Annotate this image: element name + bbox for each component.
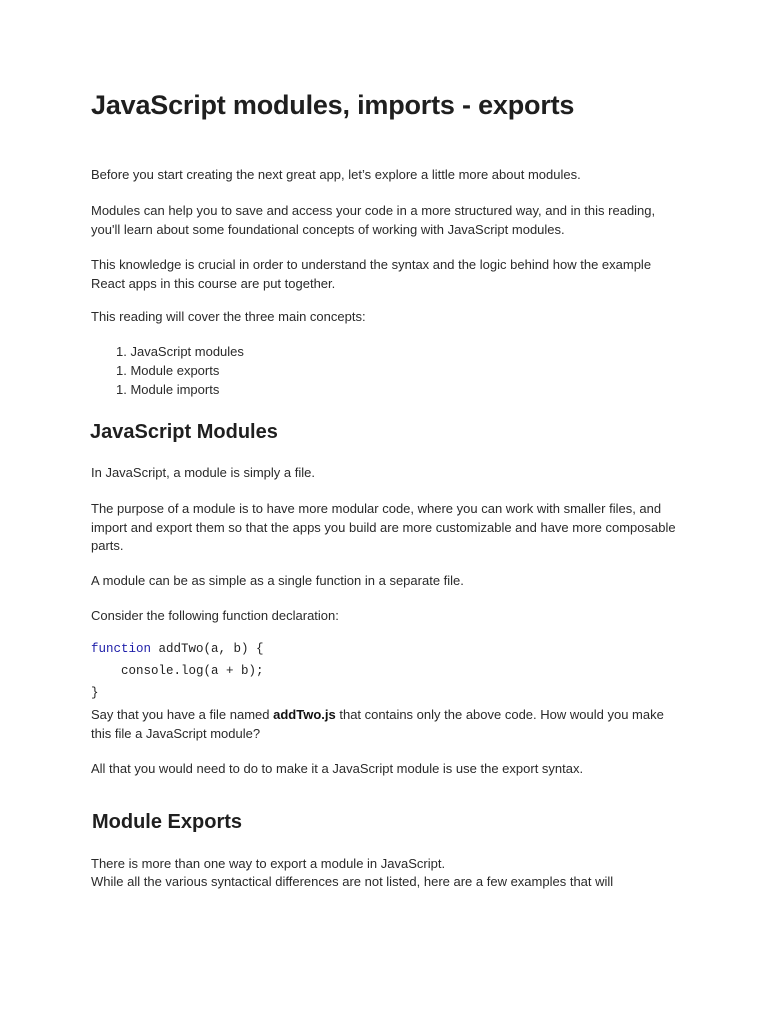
intro-paragraph-2: Modules can help you to save and access your code in a more structured way, and in this reading, you'll learn about some foundational concepts of working with JavaScript modules.: [91, 203, 656, 237]
paragraph-text: that contains only the above code. How would you make this file a JavaScript module?: [91, 707, 664, 741]
modules-paragraph-3: A module can be as simple as a single function in a separate file.: [91, 573, 464, 588]
code-line-2: console.log(a + b);: [91, 664, 264, 678]
modules-paragraph-2: The purpose of a module is to have more modular code, where you can work with smaller files, and import and export them so that the apps you build are more customizable and have more composable parts.: [91, 501, 676, 553]
exports-paragraph-2: While all the various syntactical differences are not listed, here are a few examples that will: [91, 874, 614, 889]
modules-paragraph-6: All that you would need to do to make it a JavaScript module is use the export syntax.: [91, 761, 584, 776]
list-item: [116, 343, 244, 361]
section-heading-exports: Module Exports: [92, 811, 243, 833]
code-text: addTwo(a, b) {: [151, 642, 264, 656]
exports-paragraph-1: There is more than one way to export a module in JavaScript.: [91, 856, 446, 871]
code-line-3: }: [91, 686, 99, 700]
intro-paragraph-3: This knowledge is crucial in order to understand the syntax and the logic behind how the example React apps in this course are put together.: [91, 257, 652, 291]
list-item-label: JavaScript modules: [130, 344, 244, 359]
list-item-label: Module exports: [130, 363, 220, 378]
list-item-label: Module imports: [130, 382, 220, 397]
section-heading-modules: JavaScript Modules: [90, 421, 278, 443]
modules-paragraph-5: [91, 706, 681, 743]
modules-paragraph-4: Consider the following function declaration:: [91, 608, 339, 623]
code-line-1: [91, 640, 264, 658]
intro-paragraph-1: Before you start creating the next great app, let’s explore a little more about modules.: [91, 167, 581, 182]
list-item-number: 1.: [116, 344, 127, 359]
modules-paragraph-1: In JavaScript, a module is simply a file.: [91, 465, 315, 480]
filename-bold: addTwo.js: [273, 707, 336, 722]
list-item: [116, 362, 219, 380]
code-keyword: function: [91, 642, 152, 656]
paragraph-text: Say that you have a file named: [91, 707, 274, 722]
page-title: JavaScript modules, imports - exports: [91, 90, 575, 120]
list-item-number: 1.: [116, 363, 127, 378]
list-item: [116, 381, 219, 399]
list-item-number: 1.: [116, 382, 127, 397]
intro-paragraph-4: This reading will cover the three main concepts:: [91, 309, 366, 324]
